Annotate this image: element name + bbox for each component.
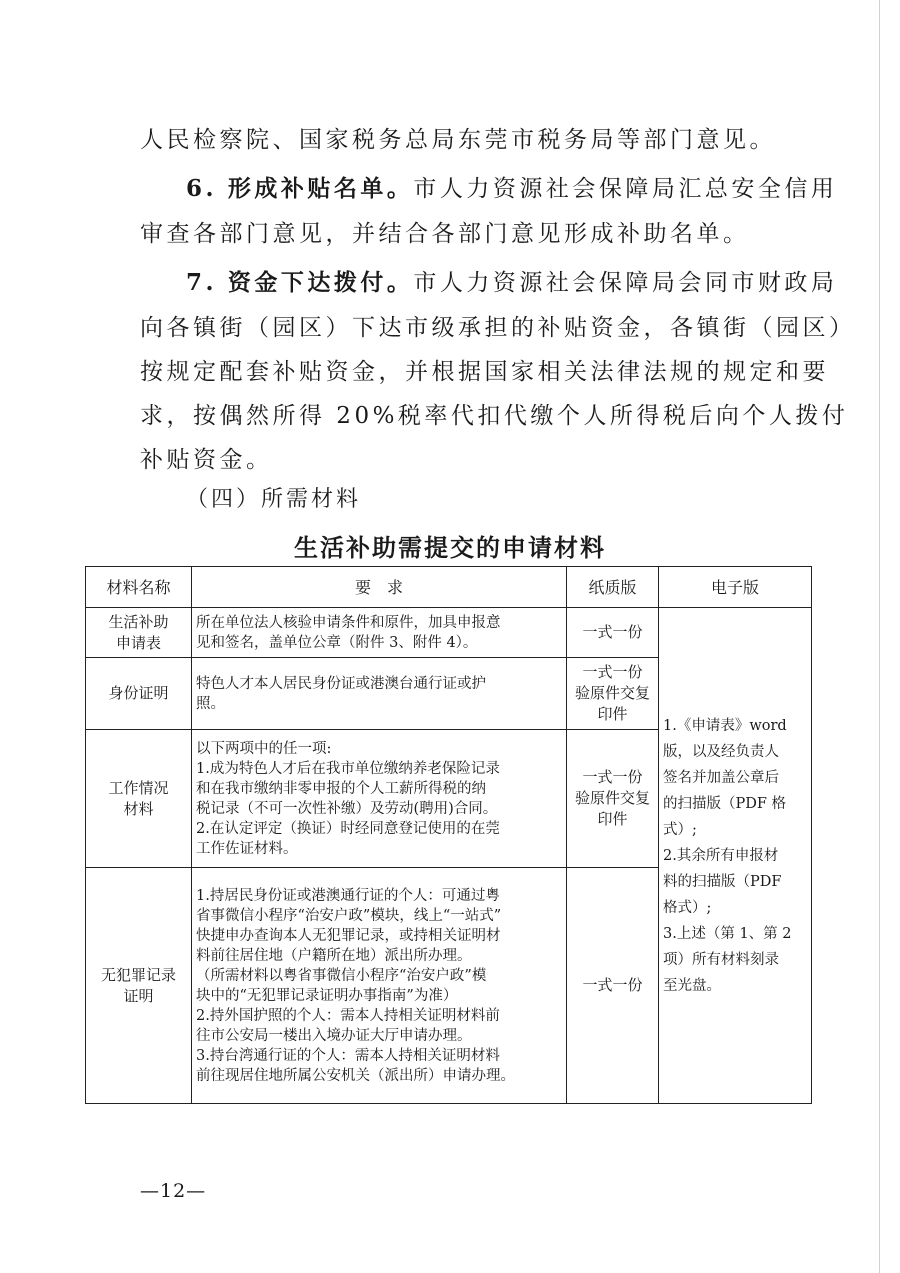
cell-requirement: 特色人才本人居民身份证或港澳台通行证或护 照。 [192,658,567,730]
header-paper: 纸质版 [567,567,659,608]
item-6-line-2: 审查各部门意见，并结合各部门意见形成补助名单。 [140,221,750,247]
item-6-text: 市人力资源社会保障局汇总安全信用 [413,176,838,202]
cell-requirement: 以下两项中的任一项: 1.成为特色人才后在我市单位缴纳养老保险记录 和在我市缴纳非零申报的个人工薪所得税的纳 税记录（不可一次性补缴）及劳动(聘用)合同。 2.在认定评定（换证）时经同意登记使用的在莞 工作佐证材料。 [192,730,567,868]
cell-electronic: 1.《申请表》word 版，以及经负责人 签名并加盖公章后 的扫描版（PDF 格 式）; 2.其余所有申报材 料的扫描版（PDF 格式）; 3.上述（第 1、第 2 项）所有材料刻录 至光盘。 [659,608,812,1104]
table-row [86,608,812,658]
header-name: 材料名称 [86,567,192,608]
header-electronic: 电子版 [659,567,812,608]
table-header-row [86,567,812,608]
cell-paper: 一式一份 [567,608,659,658]
cell-paper: 一式一份 [567,868,659,1104]
cell-name: 工作情况 材料 [86,730,192,868]
cell-name: 无犯罪记录 证明 [86,868,192,1104]
cell-paper: 一式一份 验原件交复 印件 [567,658,659,730]
item-7-number: 7. [186,269,218,296]
cell-name: 身份证明 [86,658,192,730]
item-7-line-3: 按规定配套补贴资金，并根据国家相关法律法规的规定和要 [140,359,829,385]
table-title: 生活补助需提交的申请材料 [294,533,606,562]
cell-paper: 一式一份 验原件交复 印件 [567,730,659,868]
page-edge-line [879,0,880,1273]
item-6-number: 6. [186,175,218,202]
cell-requirement: 1.持居民身份证或港澳通行证的个人：可通过粤 省事微信小程序“治安户政”模块，线上“一站式” 快捷申办查询本人无犯罪记录，或持相关证明材 料前往居住地（户籍所在地）派出所办理。 （所需材料以粤省事微信小程序“治安户政”模 块中的“无犯罪记录证明办事指南”为准） 2.持外国护照的个人：需本人持相关证明材料前 往市公安局一楼出入境办证大厅申请办理。 3.持台湾通行证的个人：需本人持相关证明材料 前往现居住地所属公安机关（派出所）申请办理。 [192,868,567,1104]
header-requirement: 要 求 [192,567,567,608]
paragraph-continuation: 人民检察院、国家税务总局东莞市税务局等部门意见。 [140,127,776,153]
page-number: —12— [140,1180,207,1202]
item-7-text: 市人力资源社会保障局会同市财政局 [413,270,838,296]
section-heading: （四）所需材料 [186,487,362,512]
item-6-title: 形成补贴名单。 [227,175,414,202]
cell-requirement: 所在单位法人核验申请条件和原件，加具申报意 见和签名，盖单位公章（附件 3、附件 4）。 [192,608,567,658]
materials-table [85,566,812,1104]
item-7-title: 资金下达拨付。 [227,269,414,296]
item-7-line-2: 向各镇街（园区）下达市级承担的补贴资金，各镇街（园区） [140,315,856,341]
item-7-line-5: 补贴资金。 [140,447,273,473]
item-7-line-4: 求，按偶然所得 20%税率代扣代缴个人所得税后向个人拨付 [140,403,849,429]
cell-name: 生活补助 申请表 [86,608,192,658]
